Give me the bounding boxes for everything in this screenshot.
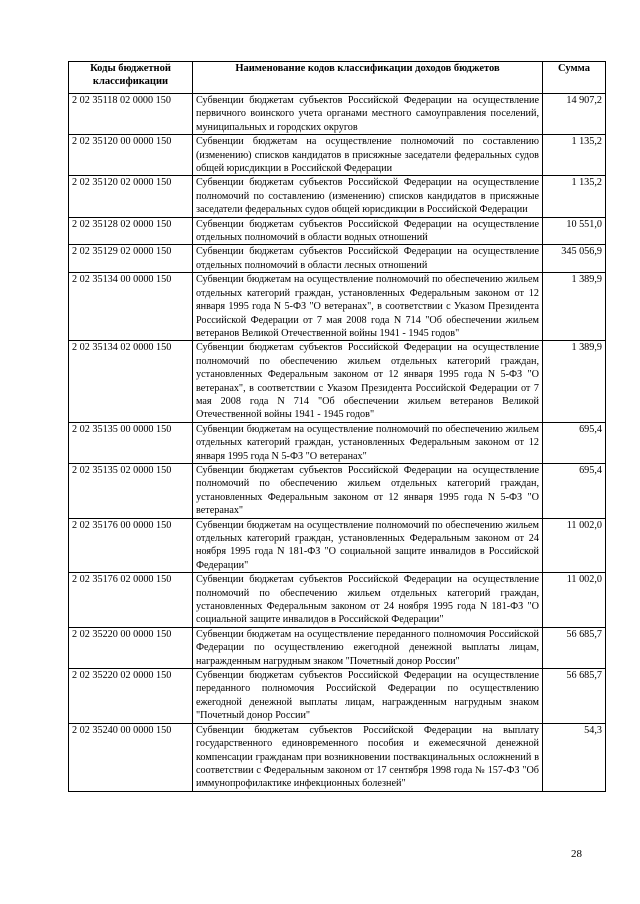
table-row: [69, 341, 606, 422]
header-code: Коды бюджетной классификации: [69, 62, 193, 94]
row-code: 2 02 35135 00 0000 150: [69, 422, 193, 463]
row-code: 2 02 35176 00 0000 150: [69, 518, 193, 573]
table-row: [69, 573, 606, 628]
row-sum: 54,3: [543, 723, 606, 791]
row-sum: 345 056,9: [543, 245, 606, 273]
row-name: Субвенции бюджетам субъектов Российской Федерации на осуществление отдельных полномочий в области водных отношений: [193, 217, 543, 245]
table-row: [69, 245, 606, 273]
header-sum: Сумма: [543, 62, 606, 94]
table-row: [69, 463, 606, 518]
row-name: Субвенции бюджетам субъектов Российской Федерации на выплату государственного единовременного пособия и ежемесячной денежной компенсации гражданам при возникновении поствакцинальных осложнений в соответствии с Федеральным законом от 17 сентября 1998 года № 157-ФЗ "Об иммунопрофилактике инфекционных болезней": [193, 723, 543, 791]
page-number: 28: [571, 848, 582, 860]
row-sum: 1 389,9: [543, 341, 606, 422]
table-row: [69, 669, 606, 724]
row-name: Субвенции бюджетам на осуществление полномочий по составлению (изменению) списков кандидатов в присяжные заседатели федеральных судов общей юрисдикции в Российской Федерации: [193, 135, 543, 176]
row-name: Субвенции бюджетам субъектов Российской Федерации на осуществление полномочий по обеспечению жильем отдельных категорий граждан, установленных Федеральным законом от 12 января 1995 года N 5-ФЗ "О ветеранах", в соответствии с Указом Президента Российской Федерации от 7 мая 2008 года N 714 "Об обеспечении жильем ветеранов Великой Отечественной войны 1941 - 1945 годов": [193, 341, 543, 422]
row-sum: 14 907,2: [543, 94, 606, 135]
table-row: [69, 176, 606, 217]
row-code: 2 02 35129 02 0000 150: [69, 245, 193, 273]
table-row: [69, 135, 606, 176]
header-name: Наименование кодов классификации доходов бюджетов: [193, 62, 543, 94]
row-sum: 10 551,0: [543, 217, 606, 245]
row-code: 2 02 35120 00 0000 150: [69, 135, 193, 176]
row-name: Субвенции бюджетам субъектов Российской Федерации на осуществление первичного воинского учета органами местного самоуправления поселений, муниципальных и городских округов: [193, 94, 543, 135]
row-sum: 11 002,0: [543, 573, 606, 628]
row-sum: 56 685,7: [543, 669, 606, 724]
row-sum: 1 389,9: [543, 273, 606, 341]
table-row: [69, 217, 606, 245]
budget-table: [68, 61, 606, 792]
row-name: Субвенции бюджетам субъектов Российской Федерации на осуществление полномочий по составлению (изменению) списков кандидатов в присяжные заседатели федеральных судов общей юрисдикции в Российской Федерации: [193, 176, 543, 217]
table-row: [69, 94, 606, 135]
row-code: 2 02 35176 02 0000 150: [69, 573, 193, 628]
row-sum: 695,4: [543, 422, 606, 463]
row-code: 2 02 35134 02 0000 150: [69, 341, 193, 422]
row-sum: 695,4: [543, 463, 606, 518]
row-code: 2 02 35220 02 0000 150: [69, 669, 193, 724]
row-code: 2 02 35135 02 0000 150: [69, 463, 193, 518]
row-name: Субвенции бюджетам на осуществление полномочий по обеспечению жильем отдельных категорий граждан, установленных Федеральным законом от 12 января 1995 года N 5-ФЗ "О ветеранах", в соответствии с Указом Президента Российской Федерации от 7 мая 2008 года N 714 "Об обеспечении жильем ветеранов Великой Отечественной войны 1941 - 1945 годов": [193, 273, 543, 341]
row-name: Субвенции бюджетам субъектов Российской Федерации на осуществление переданного полномочия Российской Федерации по осуществлению ежегодной денежной выплаты лицам, награжденным нагрудным знаком "Почетный донор России": [193, 669, 543, 724]
row-code: 2 02 35118 02 0000 150: [69, 94, 193, 135]
row-sum: 1 135,2: [543, 176, 606, 217]
row-code: 2 02 35134 00 0000 150: [69, 273, 193, 341]
row-code: 2 02 35128 02 0000 150: [69, 217, 193, 245]
table-row: [69, 518, 606, 573]
row-code: 2 02 35220 00 0000 150: [69, 627, 193, 668]
row-name: Субвенции бюджетам на осуществление полномочий по обеспечению жильем отдельных категорий граждан, установленных Федеральным законом от 12 января 1995 года N 5-ФЗ "О ветеранах": [193, 422, 543, 463]
row-name: Субвенции бюджетам на осуществление переданного полномочия Российской Федерации по осуществлению ежегодной денежной выплаты лицам, награжденным нагрудным знаком "Почетный донор России": [193, 627, 543, 668]
row-sum: 1 135,2: [543, 135, 606, 176]
row-name: Субвенции бюджетам субъектов Российской Федерации на осуществление полномочий по обеспечению жильем отдельных категорий граждан, установленных Федеральным законом от 24 ноября 1995 года N 181-ФЗ "О социальной защите инвалидов в Российской Федерации": [193, 573, 543, 628]
table-row: [69, 723, 606, 791]
table-header-row: [69, 62, 606, 94]
row-name: Субвенции бюджетам субъектов Российской Федерации на осуществление полномочий по обеспечению жильем отдельных категорий граждан, установленных Федеральным законом от 12 января 1995 года N 5-ФЗ "О ветеранах": [193, 463, 543, 518]
row-code: 2 02 35240 00 0000 150: [69, 723, 193, 791]
table-row: [69, 422, 606, 463]
row-name: Субвенции бюджетам на осуществление полномочий по обеспечению жильем отдельных категорий граждан, установленных Федеральным законом от 24 ноября 1995 года N 181-ФЗ "О социальной защите инвалидов в Российской Федерации": [193, 518, 543, 573]
table-row: [69, 627, 606, 668]
row-sum: 56 685,7: [543, 627, 606, 668]
table-row: [69, 273, 606, 341]
row-name: Субвенции бюджетам субъектов Российской Федерации на осуществление отдельных полномочий в области лесных отношений: [193, 245, 543, 273]
row-sum: 11 002,0: [543, 518, 606, 573]
row-code: 2 02 35120 02 0000 150: [69, 176, 193, 217]
